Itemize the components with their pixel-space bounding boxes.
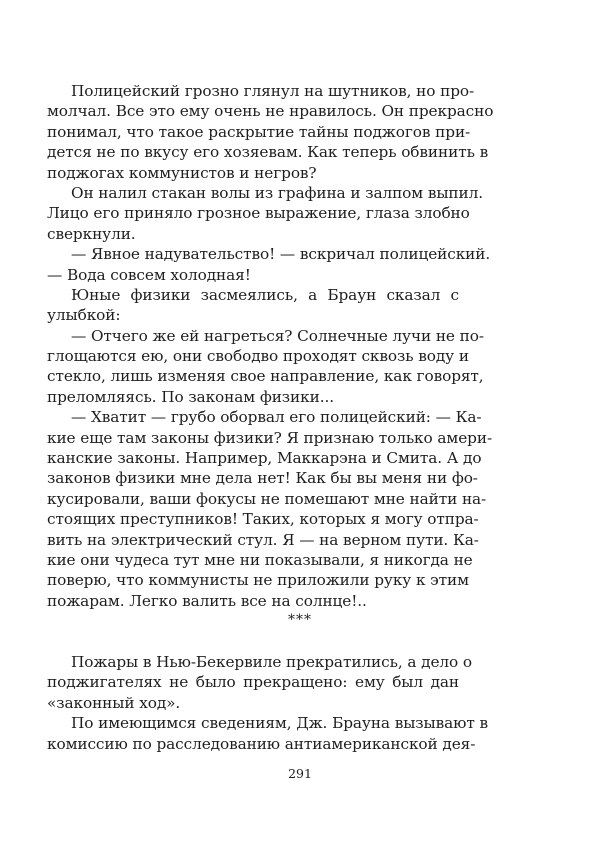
text-line: Он налил стакан волы из графина и залпом выпил. bbox=[71, 183, 484, 202]
text-line: Пожары в Нью-Бекервиле прекратились, а дело о bbox=[71, 653, 472, 671]
text-line: Полицейский грозно глянул на шутников, но про- bbox=[71, 82, 475, 100]
text-line: дется не по вкусу его хозяевам. Как теперь обвинить в bbox=[47, 143, 489, 162]
text-line: канские законы. Например, Маккарэна и Смита. А до bbox=[47, 449, 482, 468]
text-line: законов физики мне дела нет! Как бы вы меня ни фо- bbox=[47, 469, 478, 488]
body-text bbox=[47, 81, 494, 611]
text-line: Юные физики засмеялись, а Браун сказал с bbox=[71, 285, 459, 304]
text-line: улыбкой: bbox=[47, 306, 121, 325]
text-line: Лицо его приняло грозное выражение, глаза злобно bbox=[47, 204, 470, 223]
text-line: — Явное надувательство! — вскричал полицейский. bbox=[71, 245, 491, 264]
text-line: понимал, что такое раскрытие тайны поджогов при- bbox=[47, 122, 471, 141]
text-line: комиссию по расследованию антиамериканской дея- bbox=[47, 734, 476, 753]
text-line: пожарам. Легко валить все на солнце!.. bbox=[47, 591, 367, 610]
text-line: стекло, лишь изменяя свое направление, как говорят, bbox=[47, 367, 484, 386]
text-line: вить на электрический стул. Я — на верном пути. Ка- bbox=[47, 530, 479, 549]
text-line: сверкнули. bbox=[47, 224, 136, 243]
text-line: поджигателях не было прекращено: ему был дан bbox=[47, 673, 459, 692]
text-line: кие они чудеса тут мне ни показывали, я никогда не bbox=[47, 550, 473, 569]
text-line: кусировали, ваши фокусы не помешают мне найти на- bbox=[47, 489, 487, 508]
section-separator: *** bbox=[288, 612, 312, 628]
text-line: — Вода совсем холодная! bbox=[47, 265, 251, 284]
text-line: стоящих преступников! Таких, которых я могу отпра- bbox=[47, 510, 479, 529]
text-line: поджогах коммунистов и негров? bbox=[47, 163, 317, 182]
text-line: преломляясь. По законам физики... bbox=[47, 387, 334, 406]
text-line: «законный ход». bbox=[47, 693, 181, 712]
text-line: глощаются ею, они свободво проходят сквозь воду и bbox=[47, 347, 469, 366]
page-number: 291 bbox=[288, 766, 312, 781]
text-line: — Хватит — грубо оборвал его полицейский: — Ка- bbox=[71, 408, 482, 427]
text-line: — Отчего же ей нагреться? Солнечные лучи не по- bbox=[71, 326, 484, 345]
text-line: поверю, что коммунисты не приложили руку к этим bbox=[47, 571, 469, 590]
text-line: молчал. Все это ему очень не нравилось. Он прекрасно bbox=[47, 102, 494, 121]
continuation-text bbox=[47, 652, 488, 754]
text-line: По имеющимся сведениям, Дж. Брауна вызывают в bbox=[71, 714, 488, 733]
text-line: кие еще там законы физики? Я признаю только амери- bbox=[47, 428, 493, 447]
